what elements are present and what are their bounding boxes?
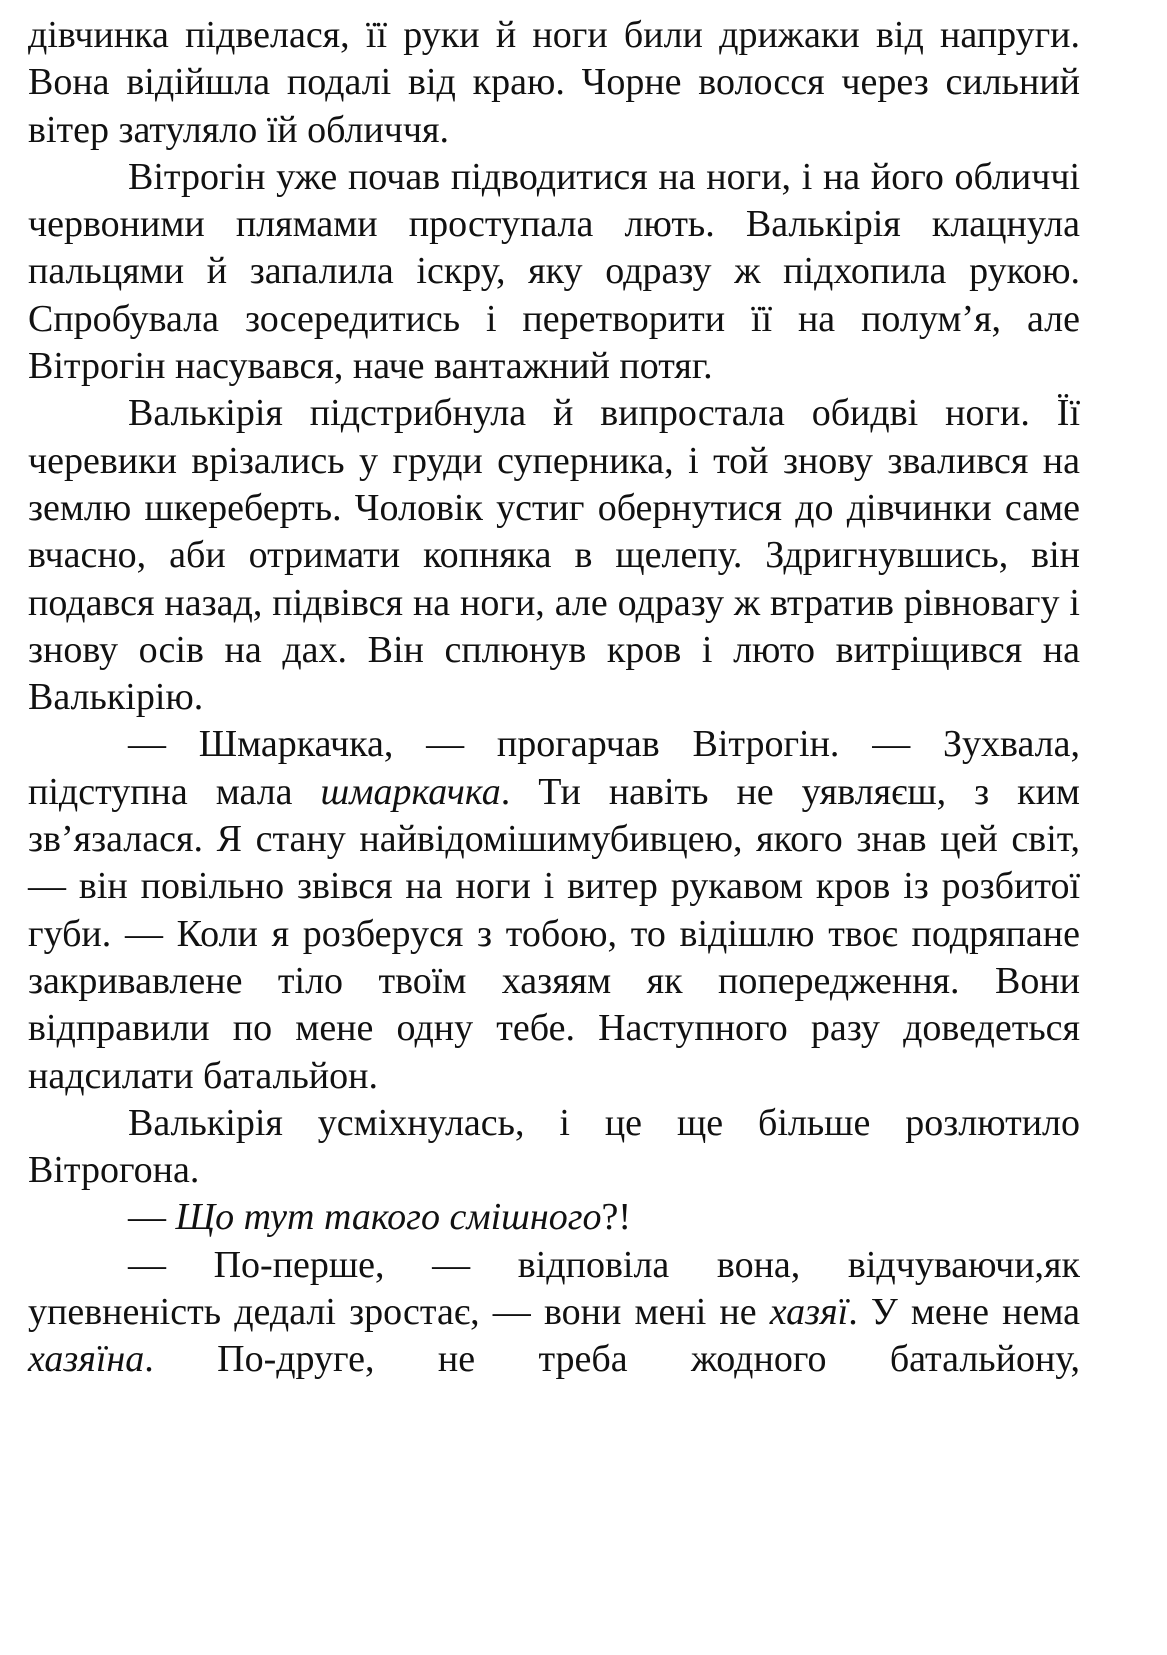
paragraph-4-text-end: . Ти навіть не уявляєш, з ким зв’язалася. Я стану найвідомішимубивцею, якого знав цей світ, — він повільно звівся на ноги і витер рукавом кров із розбитої губи. — Коли я розберуся з тобою, то відішлю твоє подряпане закривавлене тіло твоїм хазяям як попередження. Вони відправили по мене одну тебе. Наступного разу доведеться надсилати батальйон.	[28, 770, 1080, 1097]
paragraph-6-dash: —	[128, 1196, 176, 1239]
paragraph-6-italic-question: Що тут такого смішного	[175, 1196, 602, 1239]
paragraph-7-text-start: — По-перше, — відповіла вона, відчуваючи,як упевненість дедалі зростає, — вони мені не	[28, 1243, 1080, 1334]
paragraph-7-italic-word-1: хазяї	[769, 1291, 849, 1334]
paragraph-3	[28, 390, 1080, 721]
paragraph-7-text-middle: . У мене нема	[848, 1291, 1081, 1334]
paragraph-6-dialogue	[28, 1194, 1080, 1241]
paragraph-2	[28, 154, 1080, 390]
paragraph-5-text: Валькірія усміхнулась, і це ще більше розлютило Вітрогона.	[28, 1101, 1080, 1192]
paragraph-7-text-end: . По-друге, не треба жодного батальйону,	[144, 1338, 1080, 1381]
paragraph-7-dialogue	[28, 1242, 1080, 1384]
paragraph-1	[28, 12, 1080, 154]
paragraph-4-text-start: — Шмаркачка, — прогарчав Вітрогін. — Зухвала, підступна мала	[28, 723, 1080, 813]
paragraph-5	[28, 1100, 1080, 1195]
paragraph-3-text: Валькірія підстрибнула й випростала обидві ноги. Її черевики врізались у груди суперника, і той знову звалився на землю шкереберть. Чоловік устиг обернутися до дівчинки саме вчасно, аби отримати копняка в щелепу. Здригнувшись, він подався назад, підвівся на ноги, але одразу ж втратив рівновагу і знову осів на дах. Він сплюнув кров і люто витріщився на Валькірію.	[28, 392, 1080, 719]
paragraph-4-dialogue	[28, 721, 1080, 1099]
paragraph-2-text: Вітрогін уже почав підводитися на ноги, і на його обличчі червоними плямами проступала лють. Валькірія клацнула пальцями й запалила іскру, яку одразу ж підхопила рукою. Спробувала зосередитись і перетворити її на полум’я, але Вітрогін насувався, наче вантажний потяг.	[28, 155, 1080, 388]
paragraph-7-italic-word-2: хазяїна	[28, 1338, 145, 1381]
paragraph-1-text: дівчинка підвелася, її руки й ноги били дрижаки від напруги. Вона відійшла подалі від краю. Чорне волосся через сильний вітер затуляло їй обличчя.	[28, 14, 1080, 151]
paragraph-4-italic-word: шмаркачка	[320, 770, 501, 813]
paragraph-6-punctuation: ?!	[601, 1196, 632, 1239]
book-page	[28, 12, 1080, 1384]
